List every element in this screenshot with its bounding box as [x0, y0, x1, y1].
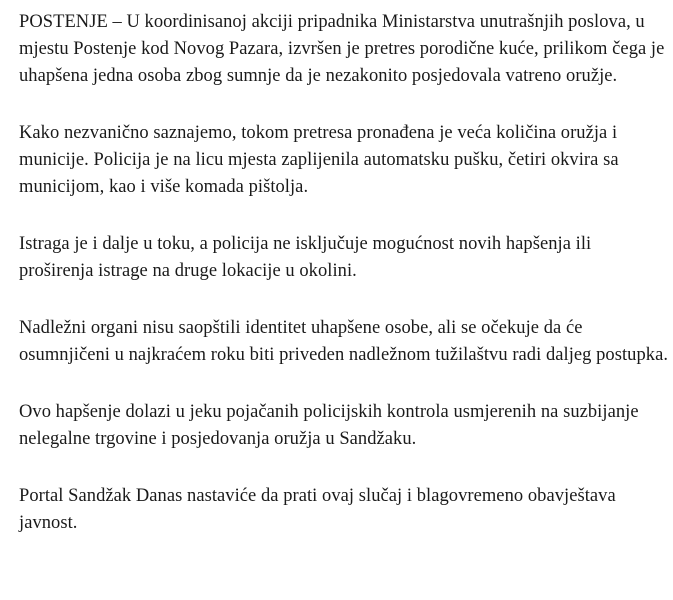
article-paragraph: Kako nezvanično saznajemo, tokom pretresa pronađena je veća količina oružja i municije. Policija je na licu mjesta zaplijenila automatsku pušku, četiri okvira sa municijom, kao i više komada pištolja. [19, 123, 619, 197]
article-paragraph: Portal Sandžak Danas nastaviće da prati ovaj slučaj i blagovremeno obavještava javnost. [19, 486, 616, 533]
article-paragraph: Istraga je i dalje u toku, a policija ne isključuje mogućnost novih hapšenja ili proširenja istrage na druge lokacije u okolini. [19, 234, 592, 281]
article-paragraph-lead: POSTENJE – U koordinisanoj akciji pripadnika Ministarstva unutrašnjih poslova, u mjestu Postenje kod Novog Pazara, izvršen je pretres porodične kuće, prilikom čega je uhapšena jedna osoba zbog sumnje da je nezakonito posjedovala vatreno oružje. [19, 12, 665, 86]
article-body [19, 9, 669, 537]
article-paragraph: Ovo hapšenje dolazi u jeku pojačanih policijskih kontrola usmjerenih na suzbijanje nelegalne trgovine i posjedovanja oružja u Sandžaku. [19, 402, 639, 449]
article-paragraph: Nadležni organi nisu saopštili identitet uhapšene osobe, ali se očekuje da će osumnjičeni u najkraćem roku biti priveden nadležnom tužilaštvu radi daljeg postupka. [19, 318, 669, 365]
